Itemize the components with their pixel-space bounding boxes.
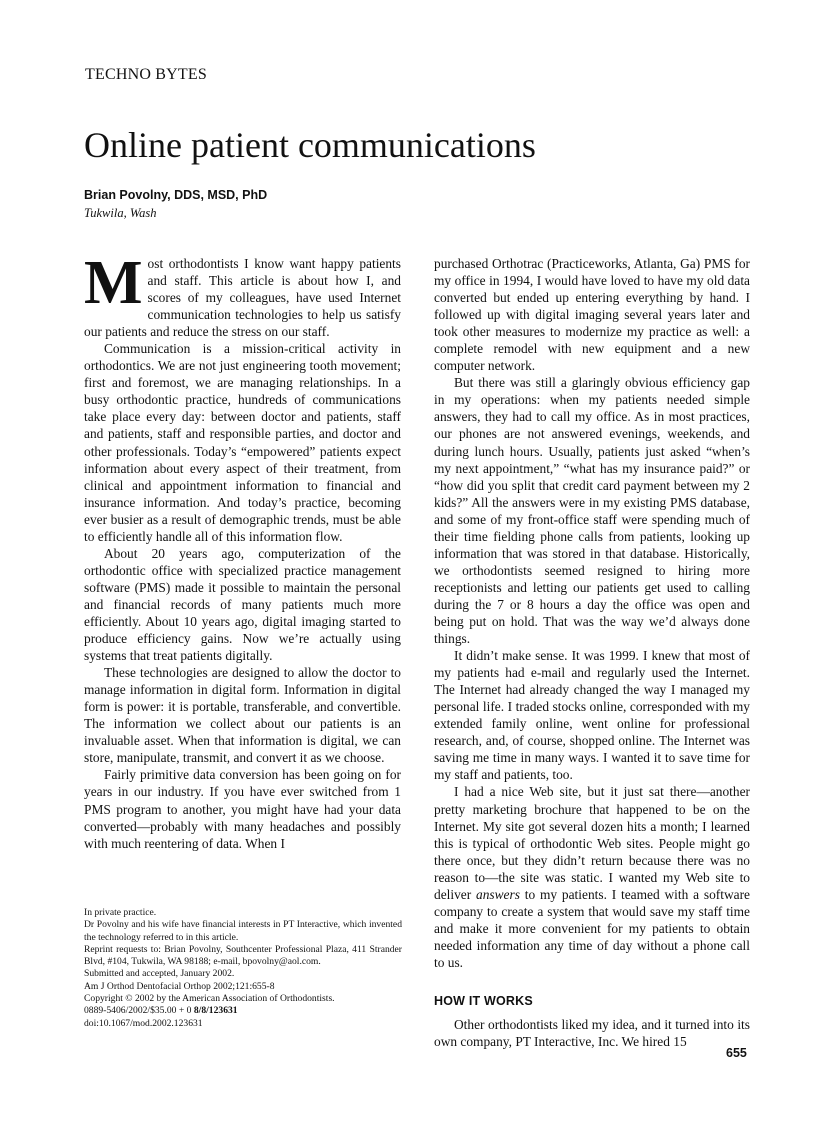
body-paragraph: About 20 years ago, computerization of the orthodontic office with specialized practice management software (PMS) made it possible to maintain the personal and financial records of many patients much more efficiently. About 10 years ago, digital imaging started to produce efficiency gains. Now we’re actually using systems that treat patients digitally. bbox=[84, 545, 401, 664]
footnote-line: In private practice. bbox=[84, 907, 157, 918]
text-segment: I had a nice Web site, but it just sat there—another pretty marketing brochure that happened to be on the Internet. My site got several dozen hits a month; I learned this is typical of orthodontic Web sites. People might go there once, but they didn’t return because there was no reason to—the site was static. I wanted my Web site to deliver bbox=[434, 784, 750, 902]
issn-prefix: 0889-5406/2002/$35.00 + 0 bbox=[84, 1005, 194, 1017]
footnote-line: Reprint requests to: Brian Povolny, Southcenter Professional Plaza, 411 Strander Blvd, #104, Tukwila, WA 98188; e-mail, bpovolny@aol.com. bbox=[84, 943, 402, 968]
body-paragraph: purchased Orthotrac (Practiceworks, Atlanta, Ga) PMS for my office in 1994, I would have loved to have my old data converted but ended up entering everything by hand. I followed up with digital imaging several years later and took other measures to modernize my practice as well: a complete remodel with new equipment and a new computer network. bbox=[434, 256, 750, 374]
section-label: TECHNO BYTES bbox=[85, 66, 207, 83]
footnote-line: Copyright © 2002 by the American Association of Orthodontists. bbox=[84, 993, 335, 1005]
footnote-line: doi:10.1067/mod.2002.123631 bbox=[84, 1017, 203, 1029]
body-paragraph: Communication is a mission-critical activity in orthodontics. We are not just engineering tooth movement; first and foremost, we are managing relationships. In a busy orthodontic practice, hundreds of communications take place every day: between doctor and patients, staff and patients, staff and responsible parties, and doctor and other professionals. Today’s “empowered” patients expect information about every aspect of their treatment, from clinical and appointment information to financial and insurance information. And today’s practice, becoming ever busier as a result of demographic trends, must be able to efficiently handle all of this information flow. bbox=[84, 341, 401, 544]
body-paragraph: Fairly primitive data conversion has been going on for years in our industry. If you have ever switched from 1 PMS program to another, you might have had your data converted—probably with many headaches and possibly with much reentering of data. When I bbox=[84, 767, 401, 851]
left-column bbox=[84, 249, 401, 852]
footnote-line: Am J Orthod Dentofacial Orthop 2002;121:655-8 bbox=[84, 980, 275, 992]
footnote-line: Dr Povolny and his wife have financial interests in PT Interactive, which invented the technology referred to in this article. bbox=[84, 919, 402, 943]
right-column bbox=[434, 255, 750, 1050]
emphasis-answers: answers bbox=[476, 886, 520, 902]
body-paragraph: But there was still a glaringly obvious efficiency gap in my operations: when my patients needed simple answers, they had to call my office. As in most practices, our phones are not answered evenings, weekends, and during lunch hours. Usually, patients just asked “when’s my next appointment,” “what has my insurance paid?” or “how did you split that credit card payment between my 2 kids?” All the answers were in my existing PMS database, and some of my front-office staff were spending much of their time fielding phone calls from patients, looking up information that was stored in that database. Historically, we orthodontists seemed resigned to hiring more receptionists and letting our patients get used to calling during the 7 or 8 hours a day the office was open and being put on hold. That was the way we’d always done things. bbox=[434, 375, 750, 647]
text-segment: to my patients. I teamed with a software company to create a system that would save my staff time and make it more convenient for my patients to obtain needed information any time of day without a phone call to us. bbox=[434, 886, 751, 970]
section-heading: HOW IT WORKS bbox=[434, 993, 533, 1008]
author-affiliation: Tukwila, Wash bbox=[84, 206, 157, 220]
issn-code: 8/8/123631 bbox=[193, 1005, 238, 1017]
article-title: Online patient communications bbox=[84, 125, 536, 165]
intro-paragraph bbox=[84, 249, 401, 340]
drop-cap: M bbox=[84, 249, 143, 317]
intro-text: ost orthodontists I know want happy patients and staff. This article is about how I, and scores of my colleagues, have used Internet communication technologies to help us satisfy our patients and reduce the stress on our staff. bbox=[84, 256, 401, 340]
footnote-line: Submitted and accepted, January 2002. bbox=[84, 968, 235, 980]
footnotes bbox=[84, 907, 402, 1030]
page-number: 655 bbox=[726, 1046, 747, 1060]
body-paragraph: Other orthodontists liked my idea, and it turned into its own company, PT Interactive, Inc. We hired 15 bbox=[434, 1017, 750, 1050]
body-paragraph: These technologies are designed to allow the doctor to manage information in digital form. Information in digital form is power: it is portable, transferable, and convertible. The information we collect about our patients is an invaluable asset. When that information is digital, we can store, manipulate, transmit, and convert it as we choose. bbox=[84, 665, 401, 766]
body-paragraph bbox=[434, 783, 750, 971]
footnote-line bbox=[84, 1005, 402, 1017]
author-name: Brian Povolny, DDS, MSD, PhD bbox=[84, 188, 268, 202]
body-paragraph: It didn’t make sense. It was 1999. I knew that most of my patients had e-mail and regularly used the Internet. The Internet had already changed the way I managed my personal life. I traded stocks online, corresponded with my extended family online, went online for professional research, and, of course, shopped online. The Internet was saving me time in many ways. I wanted it to save time for my staff and patients, too. bbox=[434, 648, 750, 783]
